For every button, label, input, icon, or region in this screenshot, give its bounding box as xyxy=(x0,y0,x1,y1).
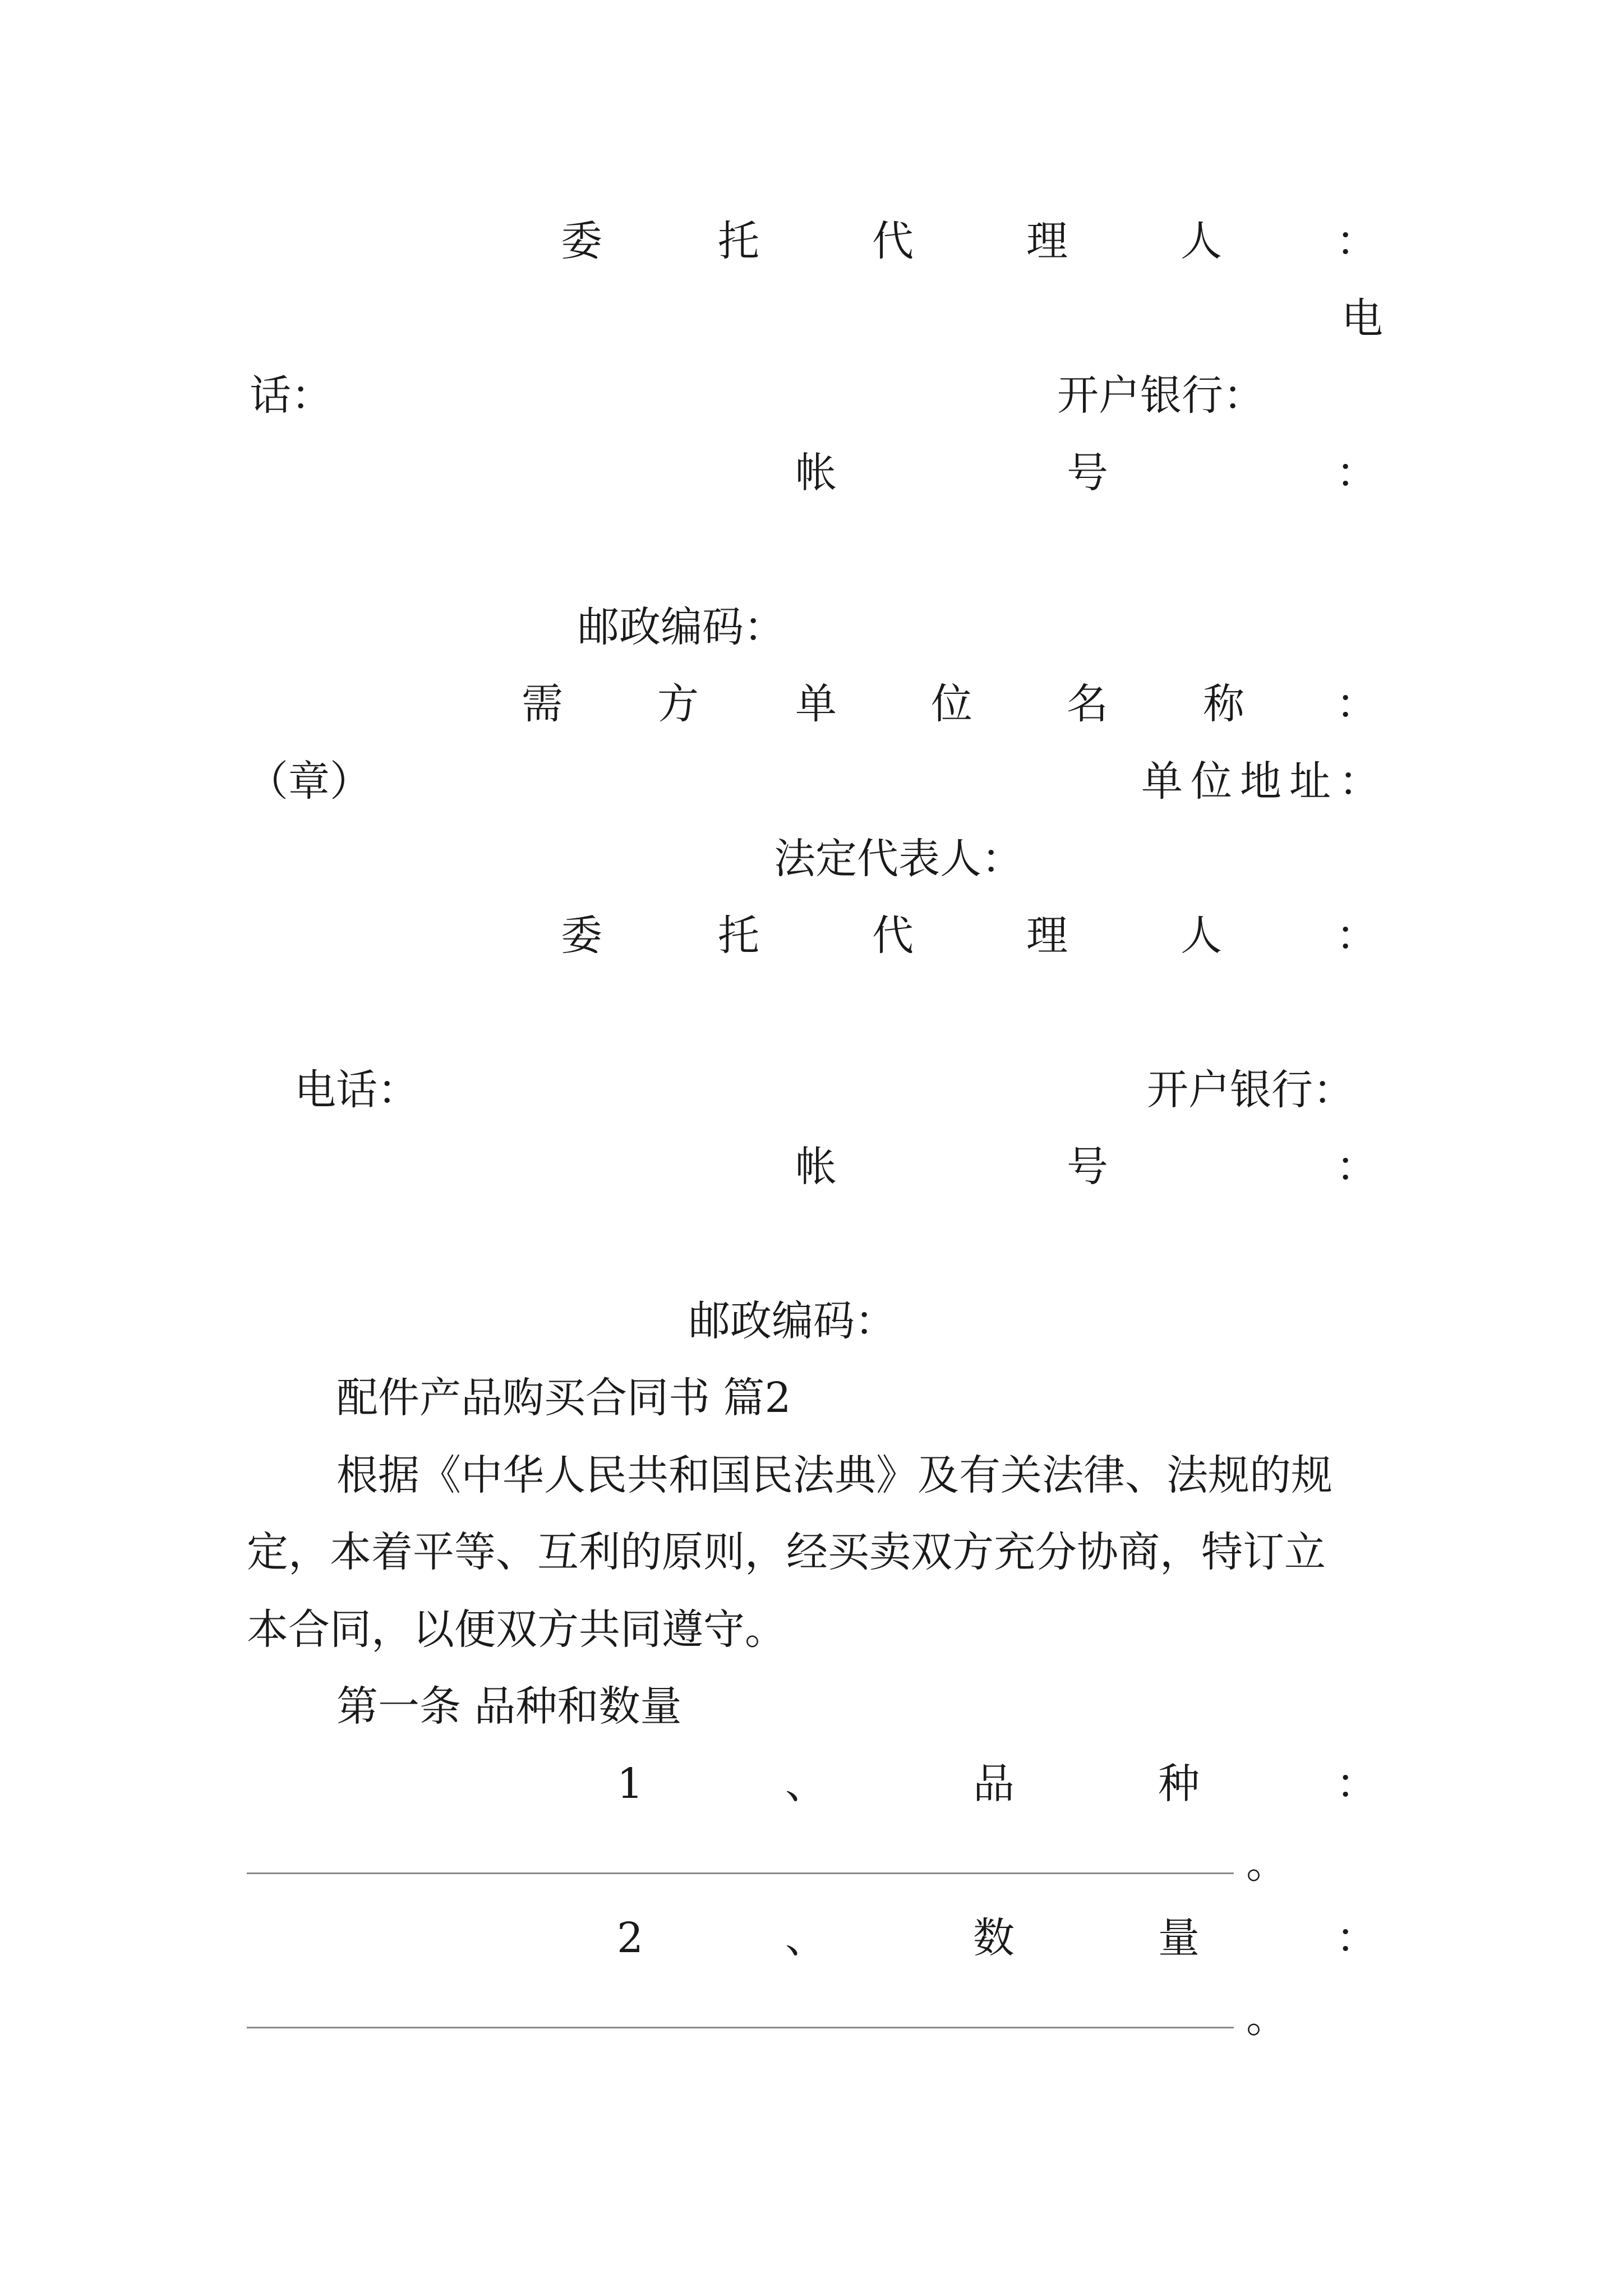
buyer-name-label-char: 方 xyxy=(657,680,699,728)
legal-rep-label: 法定代表人： xyxy=(774,835,1023,883)
agent-label-char: 托 xyxy=(718,217,759,265)
agent-label-char: 人 xyxy=(1181,217,1222,265)
phone-label-char: 电 xyxy=(1341,295,1383,343)
account-label-char: 帐 xyxy=(795,449,837,497)
account-label-char: 号 xyxy=(1067,449,1108,497)
postcode-label: 邮政编码： xyxy=(689,1297,896,1345)
item1-blank-line xyxy=(247,1872,1234,1874)
agent-label-char: 委 xyxy=(561,217,602,265)
item2-label-char: 量 xyxy=(1158,1914,1200,1962)
buyer-name-label-char: 需 xyxy=(522,680,563,728)
item1-period: 。 xyxy=(1246,1839,1288,1888)
account-label-char: ： xyxy=(1336,449,1377,497)
intro-paragraph-line: 根据《中华人民共和国民法典》及有关法律、法规的规 xyxy=(336,1451,1332,1499)
agent-label-char: ： xyxy=(1336,912,1377,960)
item2-label-char: ： xyxy=(1336,1914,1377,1962)
agent-label-char: 人 xyxy=(1181,912,1222,960)
buyer-name-label-char: 单 xyxy=(795,680,837,728)
item1-label-char: 、 xyxy=(785,1760,827,1808)
item2-label-char: 2 xyxy=(617,1914,644,1962)
seal-label: （章） xyxy=(247,757,371,806)
agent-label-char: 委 xyxy=(561,912,602,960)
article-title: 第一条 品种和数量 xyxy=(336,1682,682,1731)
item2-blank-line xyxy=(247,2027,1234,2028)
bank-label: 开户银行： xyxy=(1057,371,1265,420)
agent-label-char: 理 xyxy=(1026,912,1068,960)
contract-title: 配件产品购买合同书 篇2 xyxy=(336,1374,791,1422)
agent-label-char: 理 xyxy=(1026,217,1068,265)
account-label-char: 号 xyxy=(1067,1143,1108,1191)
item1-label-char: 种 xyxy=(1158,1760,1200,1808)
buyer-name-label-char: ： xyxy=(1336,680,1377,728)
phone-label-char: 话： xyxy=(250,371,333,420)
agent-label-char: 托 xyxy=(718,912,759,960)
intro-paragraph-line: 本合同，以便双方共同遵守。 xyxy=(247,1605,786,1654)
agent-label-char: 代 xyxy=(872,912,914,960)
agent-label-char: 代 xyxy=(872,217,914,265)
phone-label: 电话： xyxy=(294,1066,419,1114)
buyer-name-label-char: 名 xyxy=(1067,680,1108,728)
account-label-char: 帐 xyxy=(795,1143,837,1191)
intro-paragraph-line: 定，本着平等、互利的原则，经买卖双方充分协商，特订立 xyxy=(247,1528,1326,1576)
postcode-label: 邮政编码： xyxy=(578,603,785,651)
item1-label-char: 品 xyxy=(973,1760,1015,1808)
buyer-name-label-char: 称 xyxy=(1203,680,1244,728)
item2-label-char: 、 xyxy=(785,1914,827,1962)
item1-label-char: ： xyxy=(1336,1760,1377,1808)
agent-label-char: ： xyxy=(1336,217,1377,265)
address-label: 单位地址： xyxy=(1141,757,1388,806)
account-label-char: ： xyxy=(1336,1143,1377,1191)
item2-period: 。 xyxy=(1246,1994,1288,2042)
item2-label-char: 数 xyxy=(973,1914,1015,1962)
item1-label-char: 1 xyxy=(617,1760,644,1808)
bank-label: 开户银行： xyxy=(1147,1066,1354,1114)
buyer-name-label-char: 位 xyxy=(931,680,972,728)
